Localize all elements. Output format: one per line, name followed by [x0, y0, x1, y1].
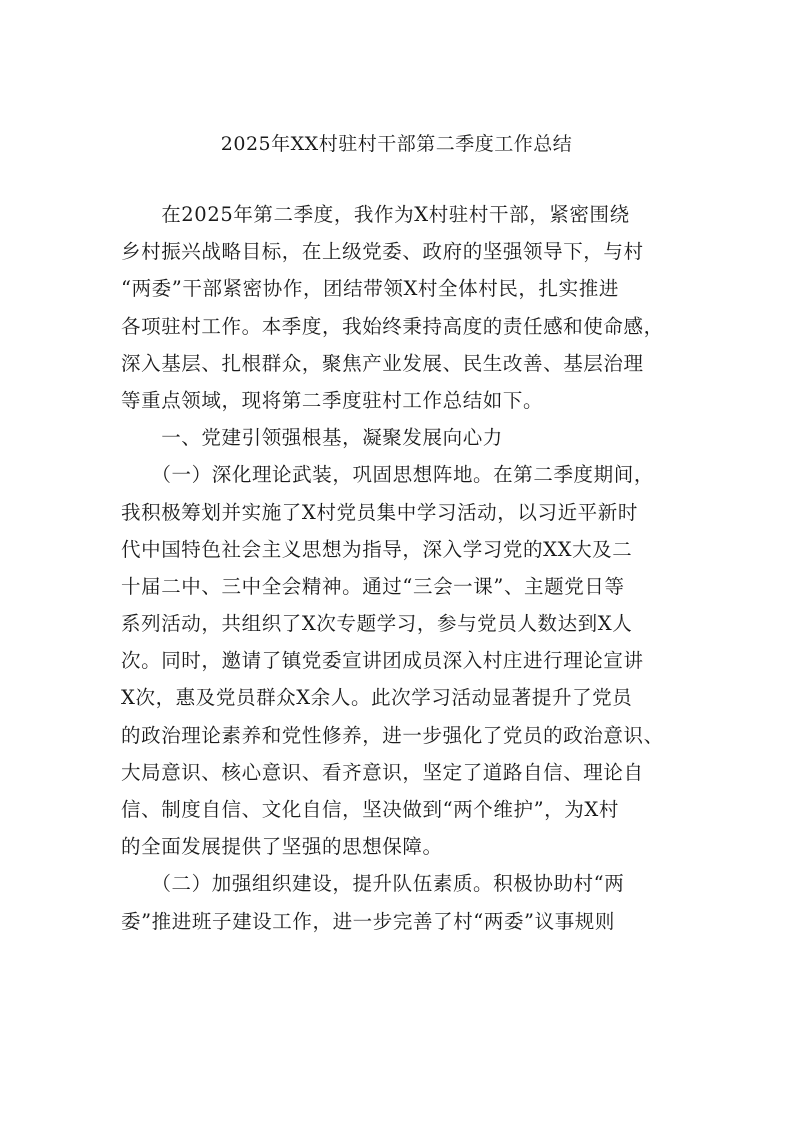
body-line: 大局意识、核心意识、看齐意识，坚定了道路自信、理论自	[121, 760, 644, 784]
body-line: 的政治理论素养和党性修养，进一步强化了党员的政治意识、	[121, 723, 664, 747]
body-line: 代中国特色社会主义思想为指导，深入学习党的XX大及二	[121, 537, 633, 561]
document-title: 2025年XX村驻村干部第二季度工作总结	[220, 133, 573, 155]
document-body	[121, 196, 681, 940]
body-line: 我积极筹划并实施了X村党员集中学习活动，以习近平新时	[121, 500, 638, 524]
body-line: 在2025年第二季度，我作为X村驻村干部，紧密围绕	[121, 203, 630, 226]
body-line: 系列活动，共组织了X次专题学习，参与党员人数达到X人	[121, 612, 633, 636]
body-line: 乡村振兴战略目标，在上级党委、政府的坚强领导下，与村	[121, 240, 644, 264]
body-line: 次。同时，邀请了镇党委宣讲团成员深入村庄进行理论宣讲	[121, 649, 644, 673]
body-line: 等重点领域，现将第二季度驻村工作总结如下。	[121, 388, 544, 412]
body-line: 的全面发展提供了坚强的思想保障。	[121, 835, 443, 859]
body-line: 十届二中、三中全会精神。通过“三会一课”、主题党日等	[121, 574, 625, 598]
body-line: X次，惠及党员群众X余人。此次学习活动显著提升了党员	[121, 686, 633, 710]
section-heading: 一、党建引领强根基，凝聚发展向心力	[121, 426, 503, 450]
body-line: 信、制度自信、文化自信，坚决做到“两个维护”，为X村	[121, 798, 619, 821]
body-line: 深入基层、扎根群众，聚焦产业发展、民生改善、基层治理	[121, 351, 644, 375]
body-line: （一）深化理论武装，巩固思想阵地。在第二季度期间，	[121, 463, 654, 487]
body-line: “两委”干部紧密协作，团结带领X村全体村民，扎实推进	[121, 277, 619, 301]
body-line: 委”推进班子建设工作，进一步完善了村“两委”议事规则	[121, 909, 616, 933]
body-line: 各项驻村工作。本季度，我始终秉持高度的责任感和使命感，	[121, 314, 664, 338]
body-line: （二）加强组织建设，提升队伍素质。积极协助村“两	[121, 872, 625, 896]
